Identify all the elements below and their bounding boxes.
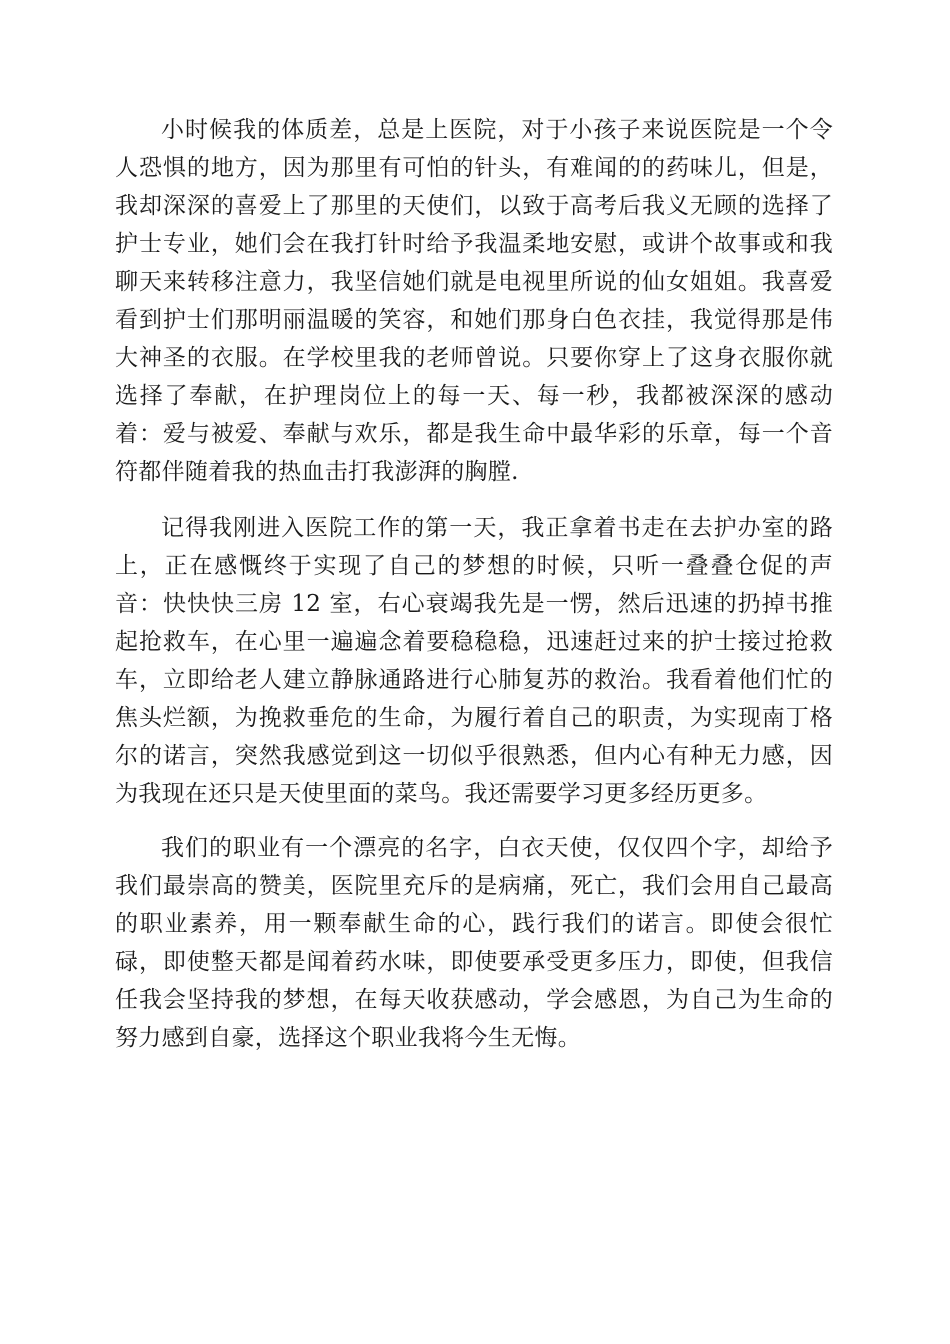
- paragraph-first-day: 记得我刚进入医院工作的第一天，我正拿着书走在去护办室的路上，正在感慨终于实现了自己的梦想的时候，只听一叠叠仓促的声音：快快快三房 12 室，右心衰竭我先是一愣，然后迅速的扔掉书推起抢救车，在心里一遍遍念着要稳稳稳，迅速赶过来的护士接过抢救车，立即给老人建立静脉通路进行心肺复苏的救治。我看着他们忙的焦头烂额，为挽救垂危的生命，为履行着自己的职责，为实现南丁格尔的诺言，突然我感觉到这一切似乎很熟悉，但内心有种无力感，因为我现在还只是天使里面的菜鸟。我还需要学习更多经历更多。: [115, 515, 833, 807]
- document-body: [115, 111, 833, 1081]
- paragraph-childhood: 小时候我的体质差，总是上医院，对于小孩子来说医院是一个令人恐惧的地方，因为那里有可怕的针头，有难闻的的药味儿，但是，我却深深的喜爱上了那里的天使们，以致于高考后我义无顾的选择了护士专业，她们会在我打针时给予我温柔地安慰，或讲个故事或和我聊天来转移注意力，我坚信她们就是电视里所说的仙女姐姐。我喜爱看到护士们那明丽温暖的笑容，和她们那身白色衣挂，我觉得那是伟大神圣的衣服。在学校里我的老师曾说。只要你穿上了这身衣服你就选择了奉献，在护理岗位上的每一天、每一秒，我都被深深的感动着：爱与被爱、奉献与欢乐，都是我生命中最华彩的乐章，每一个音符都伴随着我的热血击打我澎湃的胸膛.: [115, 117, 833, 485]
- paragraph-profession: 我们的职业有一个漂亮的名字，白衣天使，仅仅四个字，却给予我们最崇高的赞美，医院里充斥的是病痛，死亡，我们会用自己最高的职业素养，用一颗奉献生命的心，践行我们的诺言。即使会很忙碌，即使整天都是闻着药水味，即使要承受更多压力，即使，但我信任我会坚持我的梦想，在每天收获感动，学会感恩，为自己为生命的努力感到自豪，选择这个职业我将今生无悔。: [115, 835, 833, 1051]
